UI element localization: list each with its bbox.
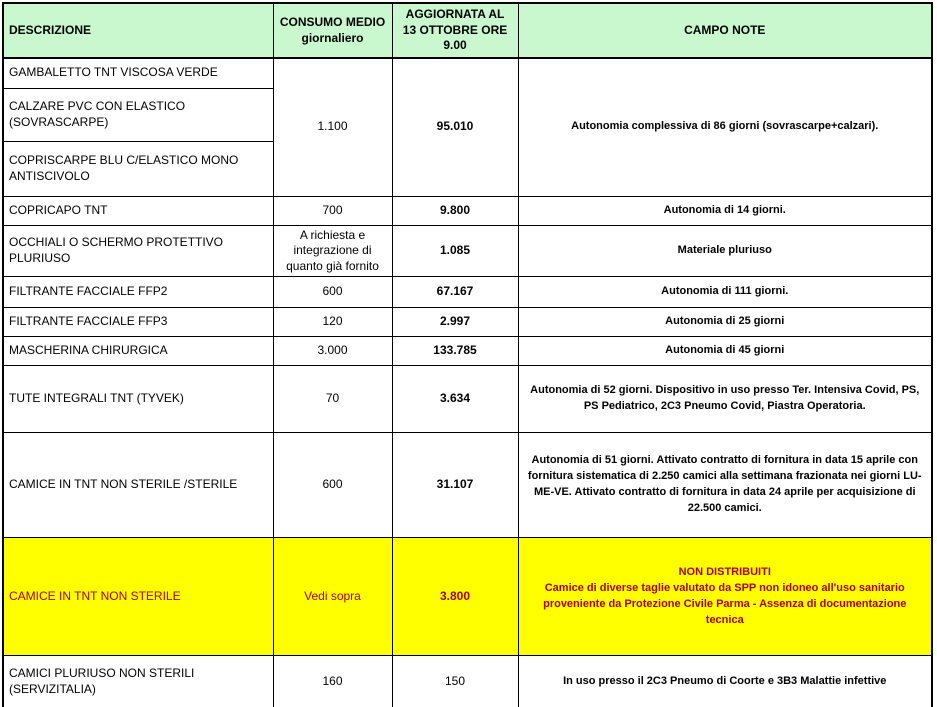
table-row — [3, 656, 932, 707]
cell-aggiornata: 1.085 — [392, 225, 518, 277]
table-row — [3, 337, 932, 366]
cell-consumo: 600 — [273, 277, 392, 308]
header-descrizione: DESCRIZIONE — [3, 3, 273, 58]
cell-note: Autonomia di 25 giorni — [518, 308, 932, 337]
table-row — [3, 58, 932, 88]
cell-aggiornata: 31.107 — [392, 433, 518, 538]
cell-consumo: 1.100 — [273, 58, 392, 196]
header-consumo-medio — [273, 3, 392, 58]
cell-aggiornata: 67.167 — [392, 277, 518, 308]
cell-aggiornata: 95.010 — [392, 58, 518, 196]
cell-consumo: 120 — [273, 308, 392, 337]
cell-consumo: A richiesta e integrazione di quanto già fornito — [273, 225, 392, 277]
table-row — [3, 196, 932, 225]
cell-note: Autonomia di 14 giorni. — [518, 196, 932, 225]
header-consumo-line2: giornaliero — [301, 30, 364, 45]
cell-descrizione: COPRICAPO TNT — [3, 196, 273, 225]
cell-consumo: 160 — [273, 656, 392, 707]
cell-aggiornata: 9.800 — [392, 196, 518, 225]
cell-note: Autonomia di 51 giorni. Attivato contratto di fornitura in data 15 aprile con fornitura sistematica di 2.250 camici alla settimana frazionata nei giorni LU-ME-VE. Attivato contratto di fornitura in data 24 aprile per acquisizione di 22.500 camici. — [518, 433, 932, 538]
ppe-supply-table — [2, 2, 933, 707]
cell-note: Autonomia complessiva di 86 giorni (sovrascarpe+calzari). — [518, 58, 932, 196]
table-row — [3, 308, 932, 337]
cell-aggiornata: 3.634 — [392, 366, 518, 433]
cell-consumo: 3.000 — [273, 337, 392, 366]
cell-note: Autonomia di 45 giorni — [518, 337, 932, 366]
cell-descrizione: MASCHERINA CHIRURGICA — [3, 337, 273, 366]
cell-descrizione: COPRISCARPE BLU C/ELASTICO MONO ANTISCIVOLO — [3, 141, 273, 196]
cell-descrizione: GAMBALETTO TNT VISCOSA VERDE — [3, 58, 273, 88]
note-body: Camice di diverse taglie valutato da SPP non idoneo all'uso sanitario proveniente da Protezione Civile Parma - Assenza di documentazione tecnica — [543, 581, 907, 626]
cell-descrizione: CAMICE IN TNT NON STERILE — [3, 538, 273, 656]
table-row — [3, 277, 932, 308]
cell-descrizione: TUTE INTEGRALI TNT (TYVEK) — [3, 366, 273, 433]
cell-descrizione: CAMICE IN TNT NON STERILE /STERILE — [3, 433, 273, 538]
header-aggiornata: AGGIORNATA AL 13 OTTOBRE ORE 9.00 — [392, 3, 518, 58]
table-row — [3, 433, 932, 538]
cell-consumo: 70 — [273, 366, 392, 433]
cell-descrizione: OCCHIALI O SCHERMO PROTETTIVO PLURIUSO — [3, 225, 273, 277]
table-header-row — [3, 3, 932, 58]
cell-descrizione: CAMICI PLURIUSO NON STERILI (SERVIZITALIA) — [3, 656, 273, 707]
table-row-highlighted — [3, 538, 932, 656]
note-title: NON DISTRIBUITI — [678, 565, 771, 578]
table-row — [3, 225, 932, 277]
cell-consumo: 700 — [273, 196, 392, 225]
cell-note: Autonomia di 111 giorni. — [518, 277, 932, 308]
cell-note: In uso presso il 2C3 Pneumo di Coorte e 3B3 Malattie infettive — [518, 656, 932, 707]
cell-note — [518, 538, 932, 656]
cell-descrizione: FILTRANTE FACCIALE FFP2 — [3, 277, 273, 308]
cell-consumo: 600 — [273, 433, 392, 538]
cell-aggiornata: 2.997 — [392, 308, 518, 337]
cell-note: Autonomia di 52 giorni. Dispositivo in uso presso Ter. Intensiva Covid, PS, PS Pediatrico, 2C3 Pneumo Covid, Piastra Operatoria. — [518, 366, 932, 433]
cell-note: Materiale pluriuso — [518, 225, 932, 277]
table-row — [3, 366, 932, 433]
cell-descrizione: CALZARE PVC CON ELASTICO (SOVRASCARPE) — [3, 88, 273, 141]
cell-descrizione: FILTRANTE FACCIALE FFP3 — [3, 308, 273, 337]
cell-aggiornata: 133.785 — [392, 337, 518, 366]
header-campo-note: CAMPO NOTE — [518, 3, 932, 58]
cell-aggiornata: 150 — [392, 656, 518, 707]
header-consumo-line1: CONSUMO MEDIO — [279, 14, 386, 29]
cell-aggiornata: 3.800 — [392, 538, 518, 656]
cell-consumo: Vedi sopra — [273, 538, 392, 656]
